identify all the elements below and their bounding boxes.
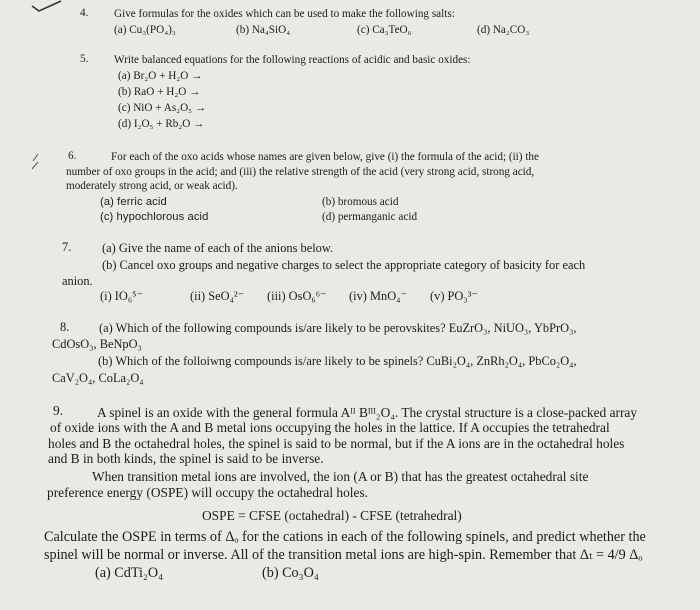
q9-option-b: (b) Co₃O₄ [262, 565, 319, 581]
q6-line-1: For each of the oxo acids whose names are given below, give (i) the formula of the acid; (ii) the [111, 151, 539, 163]
q7-anion-ii: (ii) SeO₄²⁻ [190, 289, 245, 303]
q6-line-3: moderately strong acid, or weak acid). [66, 180, 238, 192]
q4-option-d: (d) Na₂CO₃ [477, 24, 530, 36]
q6-option-d: (d) permanganic acid [322, 211, 418, 223]
q8-part-b-line-1: (b) Which of the folloiwng compounds is/are likely to be spinels? CuBi₂O₄, ZnRh₂O₄, PbCo₂O₄, [98, 354, 577, 368]
q7-anion-iv: (iv) MnO₄⁻ [349, 289, 408, 303]
q6-option-b: (b) bromous acid [322, 196, 399, 208]
q4-option-c: (c) Ca₃TeO₆ [357, 24, 412, 36]
q4-option-b: (b) Na₄SiO₄ [236, 24, 291, 36]
q8-part-a-line-1: (a) Which of the following compounds is/are likely to be perovskites? EuZrO₃, NiUO₃, YbPrO₃, [99, 321, 577, 335]
q9-ospe-equation: OSPE = CFSE (octahedral) - CFSE (tetrahedral) [202, 508, 462, 523]
q6-number: 6. [68, 150, 77, 162]
q9-paragraph-line-6: preference energy (OSPE) will occupy the octahedral holes. [47, 485, 369, 500]
q7-part-b: (b) Cancel oxo groups and negative charges to select the appropriate category of basicity for each [102, 258, 586, 272]
q7-anion-iii: (iii) OsO₆⁶⁻ [267, 289, 327, 303]
q9-calc-line-1: Calculate the OSPE in terms of Δₒ for the cations in each of the following spinels, and predict whether the [44, 529, 646, 545]
q7-number: 7. [62, 240, 72, 254]
q4-number: 4. [80, 7, 89, 19]
q4-text: Give formulas for the oxides which can be used to make the following salts: [114, 8, 455, 20]
margin-mark-icon [30, 152, 44, 172]
q9-paragraph-line-5: When transition metal ions are involved, the ion (A or B) that has the greatest octahedral site [92, 469, 589, 484]
q7-anion-i: (i) IO₆⁵⁻ [100, 289, 144, 303]
q8-number: 8. [60, 320, 70, 334]
q9-paragraph-line-4: and B in both kinds, the spinel is said to be inverse. [48, 451, 324, 466]
q4-option-a: (a) Cu₃(PO₄)₃ [114, 24, 176, 36]
q9-paragraph-line-1: A spinel is an oxide with the general formula Aᴵᴵ Bᴵᴵᴵ₂O₄. The crystal structure is a close-packed array [97, 405, 638, 420]
q9-number: 9. [53, 403, 64, 418]
q5-text: Write balanced equations for the following reactions of acidic and basic oxides: [114, 54, 471, 66]
q5-option-b: (b) RaO + H₂O → [118, 86, 201, 98]
q5-option-c: (c) NiO + As₂O₅ → [118, 102, 207, 114]
q5-option-a: (a) Br₂O + H₂O → [118, 70, 203, 82]
q7-anion-label: anion. [62, 274, 93, 288]
q5-number: 5. [80, 53, 89, 65]
q8-part-b-line-2: CaV₂O₄, CoLa₂O₄ [52, 371, 144, 385]
q9-paragraph-line-3: holes and B the octahedral holes, the spinel is said to be normal, but if the A ions are in the octahedral holes [48, 436, 625, 451]
check-mark-icon [30, 0, 66, 14]
q9-option-a: (a) CdTi₂O₄ [95, 565, 164, 581]
q7-part-a: (a) Give the name of each of the anions below. [102, 241, 334, 255]
q6-option-c: (c) hypochlorous acid [100, 211, 209, 223]
q5-option-d: (d) I₂O₅ + Rb₂O → [118, 118, 205, 130]
q6-option-a: (a) ferric acid [100, 196, 167, 208]
q7-anion-v: (v) PO₃³⁻ [430, 289, 478, 303]
q9-calc-line-2: spinel will be normal or inverse. All of the transition metal ions are high-spin. Remember that Δₜ = 4/9 Δₒ [44, 547, 643, 563]
q9-paragraph-line-2: of oxide ions with the A and B metal ions occupying the holes in the lattice. If A occupies the tetrahedral [50, 420, 610, 435]
q6-line-2: number of oxo groups in the acid; and (iii) the relative strength of the acid (very strong acid, strong acid, [66, 166, 535, 178]
q8-part-a-line-2: CdOsO₃, BeNpO₃ [52, 337, 142, 351]
